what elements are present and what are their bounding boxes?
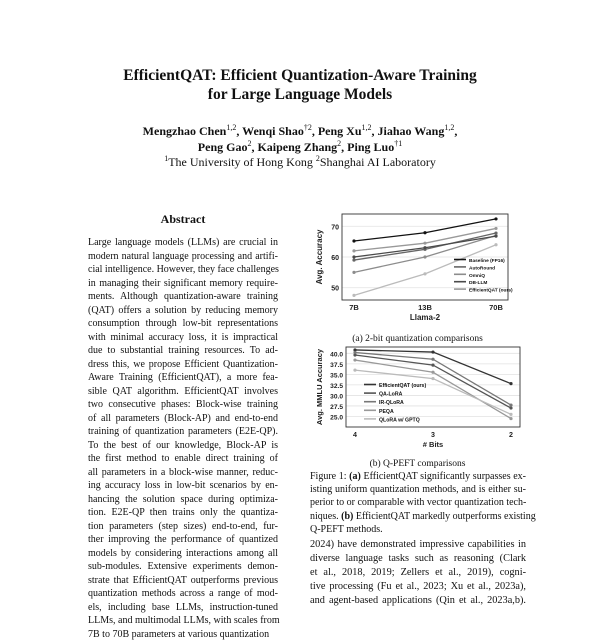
y-tick-label: 30.0 xyxy=(330,393,343,400)
author-list: Mengzhao Chen$^{1,2}$, Wenqi Shao$^{\dagger 2}$, Peng Xu$^{1,2}$, Jiahao Wang$^{1,2}$, Peng Gao$^2$, Kaipeng Zhang$^2$, Ping Luo$^{\dagger 1}$ xyxy=(0,123,600,155)
affil-sup: 2 xyxy=(316,154,320,163)
y-tick-label: 70 xyxy=(331,224,339,231)
abstract-body xyxy=(88,236,278,641)
data-point xyxy=(353,369,356,372)
y-tick-label: 35.0 xyxy=(330,372,343,379)
y-tick-label: 25.0 xyxy=(330,414,343,421)
data-point xyxy=(352,294,355,297)
data-point xyxy=(431,371,434,374)
abstract-line: sible QAT algorithm. EfficientQAT involves xyxy=(88,385,278,399)
caption-prefix: Figure 1: xyxy=(310,471,349,482)
caption-text: EfficientQAT markedly outperforms existing xyxy=(353,511,535,522)
caption-text: EfficientQAT significantly surpasses ex- xyxy=(361,471,526,482)
data-point xyxy=(431,364,434,367)
legend-entry: QLoRA w/ GPTQ xyxy=(379,417,420,423)
data-point xyxy=(423,231,426,234)
legend-entry: EfficientQAT (ours) xyxy=(379,383,426,389)
x-tick-label: 4 xyxy=(353,431,357,439)
abstract-heading: Abstract xyxy=(88,212,278,227)
abstract-line: training of quantization parameters (E2E-QP). xyxy=(88,425,278,439)
affiliations xyxy=(0,155,600,169)
author-affil-sup: 2 xyxy=(337,139,341,148)
abstract-line: 7B to 70B parameters at various quantization xyxy=(88,628,278,641)
abstract-line: tion parameters (step sizes) end-to-end, fur- xyxy=(88,520,278,534)
author-name: Jiahao Wang xyxy=(378,124,445,138)
legend-entry: PEQA xyxy=(379,409,394,415)
abstract-line: with minimal accuracy loss, it is impractical xyxy=(88,331,278,345)
data-point xyxy=(423,272,426,275)
x-axis-label: # Bits xyxy=(423,440,443,449)
chart-2bit-comparison xyxy=(310,208,530,328)
data-point xyxy=(509,406,512,409)
data-point xyxy=(353,351,356,354)
abstract-line: sub-modules. Extensive experiments demon- xyxy=(88,560,278,574)
data-point xyxy=(423,246,426,249)
y-axis-label: Avg. Accuracy xyxy=(315,229,324,285)
author-name: Peng Gao xyxy=(198,140,248,154)
abstract-line: ments. Although quantization-aware training xyxy=(88,290,278,304)
abstract-line: To the best of our knowledge, Block-AP is xyxy=(88,439,278,453)
abstract-line: in managing their significant memory require- xyxy=(88,277,278,291)
title-line-2: for Large Language Models xyxy=(0,85,600,104)
author-name: Peng Xu xyxy=(318,124,362,138)
abstract-line: tion. E2E-QP then trains only the quantiza- xyxy=(88,506,278,520)
data-point xyxy=(352,249,355,252)
chart-qpeft-comparison xyxy=(310,343,530,455)
abstract-line: due to substantial training resources. To ad- xyxy=(88,344,278,358)
x-tick-label: 13B xyxy=(418,303,432,312)
legend-entry: EfficientQAT (ours) xyxy=(469,288,513,294)
body-line: tive processing (Fu et al., 2023; Xu et al., 2023a), xyxy=(310,580,526,594)
data-point xyxy=(509,413,512,416)
body-line: diverse language tasks such as reasoning (Clark xyxy=(310,552,526,566)
y-tick-label: 50 xyxy=(331,286,339,293)
figure-1-caption xyxy=(310,470,526,536)
x-axis-label: Llama-2 xyxy=(410,313,441,322)
author-affil-sup: 2 xyxy=(247,139,251,148)
author-affil-sup: 1,2 xyxy=(362,123,372,132)
abstract-line: the first method to enable direct training of xyxy=(88,452,278,466)
author-affil-sup: †2 xyxy=(304,123,312,132)
author-name: Wenqi Shao xyxy=(242,124,304,138)
data-point xyxy=(423,255,426,258)
author-affil-sup: 1,2 xyxy=(226,123,236,132)
y-axis-label: Avg. MMLU Accuracy xyxy=(315,348,324,425)
abstract-line: hancing the solution space during optimiza- xyxy=(88,493,278,507)
data-point xyxy=(494,227,497,230)
abstract-line: els, including base LLMs, instruction-tuned xyxy=(88,601,278,615)
caption-label-b: (b) xyxy=(341,511,353,522)
caption-label-a: (a) xyxy=(349,471,361,482)
abstract-line: (QAT) offers a solution by reducing memory xyxy=(88,304,278,318)
data-point xyxy=(509,417,512,420)
legend-entry: DB-LLM xyxy=(469,280,487,286)
abstract-line: modern natural language processing and artifi- xyxy=(88,250,278,264)
abstract-line: two consecutive phases: Block-wise training xyxy=(88,398,278,412)
abstract-line: Aware Training (EfficientQAT), a more fea- xyxy=(88,371,278,385)
author-affil-sup: 1,2 xyxy=(444,123,454,132)
legend-entry: Baseline (FP16) xyxy=(469,258,505,264)
data-point xyxy=(509,382,512,385)
author-name: Ping Luo xyxy=(347,140,394,154)
data-point xyxy=(431,377,434,380)
x-tick-label: 3 xyxy=(431,431,435,439)
data-point xyxy=(353,358,356,361)
abstract-line: quantization methods across a range of mod- xyxy=(88,587,278,601)
intro-body-text xyxy=(310,538,526,608)
abstract-line: Large language models (LLMs) are crucial in xyxy=(88,236,278,250)
body-line: 2024) have demonstrated impressive capabilities in xyxy=(310,538,526,552)
data-point xyxy=(431,350,434,353)
abstract-line: strate that EfficientQAT outperforms previous xyxy=(88,574,278,588)
body-line: et al., 2018, 2019; Zellers et al., 2019), cogni- xyxy=(310,566,526,580)
caption-line: perior to or comparable with vector quantization tech- xyxy=(310,496,526,509)
affil-sup: 1 xyxy=(164,154,168,163)
y-tick-label: 27.5 xyxy=(330,404,343,411)
x-tick-label: 70B xyxy=(489,303,503,312)
caption-line: isting uniform quantization methods, and is either su- xyxy=(310,483,526,496)
data-point xyxy=(352,258,355,261)
abstract-line: LLMs, and multimodal LLMs, with scales from xyxy=(88,614,278,628)
body-line: and agent-based applications (Qin et al., 2023a,b). xyxy=(310,594,526,608)
figure-caption-b: (b) Q-PEFT comparisons xyxy=(310,459,525,469)
legend-entry: OmniQ xyxy=(469,273,485,279)
data-point xyxy=(509,404,512,407)
abstract-line: dress this, we propose Efficient Quantization- xyxy=(88,358,278,372)
y-tick-label: 37.5 xyxy=(330,362,343,369)
data-point xyxy=(494,235,497,238)
author-name: Mengzhao Chen xyxy=(143,124,227,138)
legend-entry: IR-QLoRA xyxy=(379,400,404,406)
title-line-1: EfficientQAT: Efficient Quantization-Aware Training xyxy=(0,66,600,85)
author-affil-sup: †1 xyxy=(394,139,402,148)
affiliation-name: Shanghai AI Laboratory xyxy=(320,155,436,169)
abstract-line: cial intelligence. However, they face challenges xyxy=(88,263,278,277)
data-point xyxy=(352,255,355,258)
legend-entry: AutoRound xyxy=(469,265,495,271)
abstract-line: ther improving the performance of quantized xyxy=(88,533,278,547)
data-point xyxy=(352,239,355,242)
abstract-line: of all parameters (Block-AP) and end-to-end xyxy=(88,412,278,426)
legend-entry: QA-LoRA xyxy=(379,392,403,398)
abstract-line: ing accuracy loss in low-bit scenarios by en- xyxy=(88,479,278,493)
data-point xyxy=(494,243,497,246)
data-point xyxy=(423,242,426,245)
figure-caption-a: (a) 2-bit quantization comparisons xyxy=(310,334,525,344)
data-point xyxy=(352,271,355,274)
x-tick-label: 2 xyxy=(509,431,513,439)
affiliation-name: The University of Hong Kong xyxy=(168,155,313,169)
abstract-line: consumption through low-bit representations xyxy=(88,317,278,331)
y-tick-label: 32.5 xyxy=(330,383,343,390)
x-tick-label: 7B xyxy=(349,303,359,312)
data-point xyxy=(431,358,434,361)
y-tick-label: 40.0 xyxy=(330,351,343,358)
paper-title xyxy=(0,66,600,104)
caption-line: Q-PEFT methods. xyxy=(310,523,526,536)
caption-text: niques. xyxy=(310,511,341,522)
data-point xyxy=(494,217,497,220)
abstract-line: models by considering interactions among all xyxy=(88,547,278,561)
abstract-line: all parameters in a block-wise manner, reduc- xyxy=(88,466,278,480)
y-tick-label: 60 xyxy=(331,255,339,262)
author-name: Kaipeng Zhang xyxy=(257,140,337,154)
